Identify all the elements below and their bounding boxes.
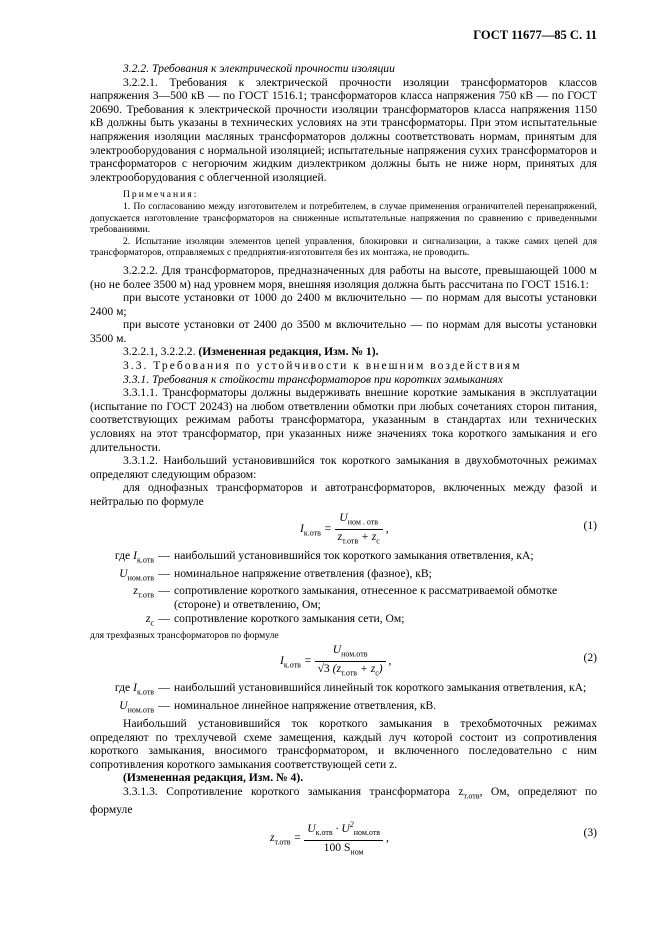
note-1: 1. По согласованию между изготовителем и потребителем, в случае применения ограничителей перенапряжений, допускается изготовление трансформаторов на сниженные испытательные напряжения по сравнению с приведенными требованиями.: [90, 200, 597, 236]
definitions-1: [90, 549, 597, 630]
page-content: [90, 62, 597, 856]
amendment-1-text: (Измененная редакция, Изм. № 1).: [198, 345, 379, 359]
paragraph-3-2-2-1: 3.2.2.1. Требования к электрической прочности изоляции трансформаторов классов напряжения 3—500 кВ — по ГОСТ 1516.1; трансформаторов класса напряжения 750 кВ — по ГОСТ 20690. Требования к электрической прочности изоляции трансформаторов класса напряжения 1150 кВ должны быть указаны в технических условиях на эти трансформаторы. При этом испытательные напряжения изоляции масляных трансформаторов должны соответствовать нормам, принятым для электрооборудования с нормальной изоляцией; испытательные напряжения сухих трансформаторов и трансформаторов с негорючим жидким диэлектриком должны быть не ниже норм, принятых для электрооборудования с облегченной изоляцией.: [90, 75, 597, 184]
page-header: ГОСТ 11677—85 С. 11: [473, 28, 597, 42]
definition-row: $z_{т.отв}$ — сопротивление короткого замыкания, отнесенное к рассматриваемой обмотке (стороне) и ответвлению, Ом;: [133, 584, 558, 611]
formula-2-fraction: $\frac{U_{ном.отв}}{√3 (z_{т.отв} + z_с)}$: [315, 643, 386, 680]
paragraph-three-winding: Наибольший установившийся ток короткого замыкания в трехобмоточных режимах определяют по трехлучевой схеме замещения, каждый луч которой состоит из сопротивления короткого замыкания, вносимого трансформатором, и включенного последовательно с ним сопротивления короткого замыкания соответствующей сети z.: [90, 716, 597, 771]
amendment-1: [90, 345, 597, 359]
formula-2: $I_{к.отв}$ = $\frac{U_{ном.отв}}{√3 (z_{т.отв} + z_с)}$ , (2): [90, 641, 597, 681]
formula-3: $z_{т.отв}$ = $\frac{U_{к.отв} \cdot U^2_{ном.отв}}{100 S_{ном}}$ , (3): [90, 816, 597, 856]
paragraph-3-3-1-2: 3.3.1.2. Наибольший установившийся ток короткого замыкания в двухобмоточных режимах определяют следующим образом:: [90, 454, 597, 481]
section-3-3-title: 3.3. Требования по устойчивости к внешним воздействиям: [123, 359, 522, 373]
section-3-2-2-title: 3.2.2. Требования к электрической прочности изоляции: [123, 62, 395, 75]
formula-3-number: (3): [583, 826, 597, 840]
amendment-4: (Измененная редакция, Изм. № 4).: [123, 771, 304, 785]
definition-row: где $I_{к.отв}$ — наибольший установившийся линейный ток короткого замыкания ответвления, кА;: [114, 681, 587, 697]
definition-row: $z_с$ — сопротивление короткого замыкания сети, Ом;: [145, 611, 405, 627]
section-3-3-1-title: 3.3.1. Требования к стойкости трансформаторов при коротких замыканиях: [123, 372, 503, 386]
formula-1: $I_{к.отв}$ = $\frac{U_{ном . отв}}{z_{т.отв} + z_c}$ , (1): [90, 509, 597, 549]
formula-1-number: (1): [583, 518, 597, 532]
formula-1-fraction: $\frac{U_{ном . отв}}{z_{т.отв} + z_c}$: [335, 511, 383, 548]
paragraph-3-2-2-2-a: при высоте установки от 1000 до 2400 м включительно — по нормам для высоты установки 2400 м;: [90, 291, 597, 318]
definition-row: $U_{ном.отв}$ — номинальное линейное напряжение ответвления, кВ.: [119, 699, 437, 715]
paragraph-3-3-1-1: 3.3.1.1. Трансформаторы должны выдерживать внешние короткие замыкания в эксплуатации (испытание по ГОСТ 20243) на любом ответвлении обмотки при любых сочетаниях сторон питания, соответствующих режимам работы трансформатора, указанным в стандартах или технических условиях на этот трансформатор, при указанных ниже значениях тока короткого замыкания и его длительности.: [90, 386, 597, 454]
paragraph-three-phase: для трехфазных трансформаторов по формуле: [90, 629, 279, 641]
definition-row: $U_{ном.отв}$ — номинальное напряжение ответвления (фазное), кВ;: [119, 566, 432, 582]
paragraph-3-3-1-3: 3.3.1.3. Сопротивление короткого замыкания трансформатора $z_{т.отв}$, Ом, определяют по формуле: [90, 784, 597, 816]
notes-title: Примечания:: [123, 189, 199, 201]
paragraph-3-3-1-2-a: для однофазных трансформаторов и автотрансформаторов, включенных между фазой и нейтралью по формуле: [90, 481, 597, 508]
definition-row: где $I_{к.отв}$ — наибольший установившийся ток короткого замыкания ответвления, кА;: [114, 548, 534, 564]
formula-3-fraction: $\frac{U_{к.отв} \cdot U^2_{ном.отв}}{100 S_{ном}}$: [304, 818, 383, 859]
formula-1-lhs: I: [300, 521, 304, 535]
definitions-2: [90, 681, 597, 717]
note-2: 2. Испытание изоляции элементов цепей управления, блокировки и сигнализации, а также самих цепей для трансформаторов, отправляемых с предприятия-изготовителя без их монтажа, не проводить.: [90, 235, 597, 259]
formula-2-lhs: I: [280, 654, 284, 668]
paragraph-3-2-2-2-b: при высоте установки от 2400 до 3500 м включительно — по нормам для высоты установки 3500 м.: [90, 318, 597, 345]
amendment-1-ref: 3.2.2.1, 3.2.2.2.: [123, 345, 196, 359]
formula-3-lhs: z: [270, 831, 275, 845]
formula-2-number: (2): [583, 651, 597, 665]
paragraph-3-2-2-2: 3.2.2.2. Для трансформаторов, предназначенных для работы на высоте, превышающей 1000 м (но не более 3500 м) над уровнем моря, внешняя изоляция должна быть рассчитана по ГОСТ 1516.1:: [90, 263, 597, 291]
